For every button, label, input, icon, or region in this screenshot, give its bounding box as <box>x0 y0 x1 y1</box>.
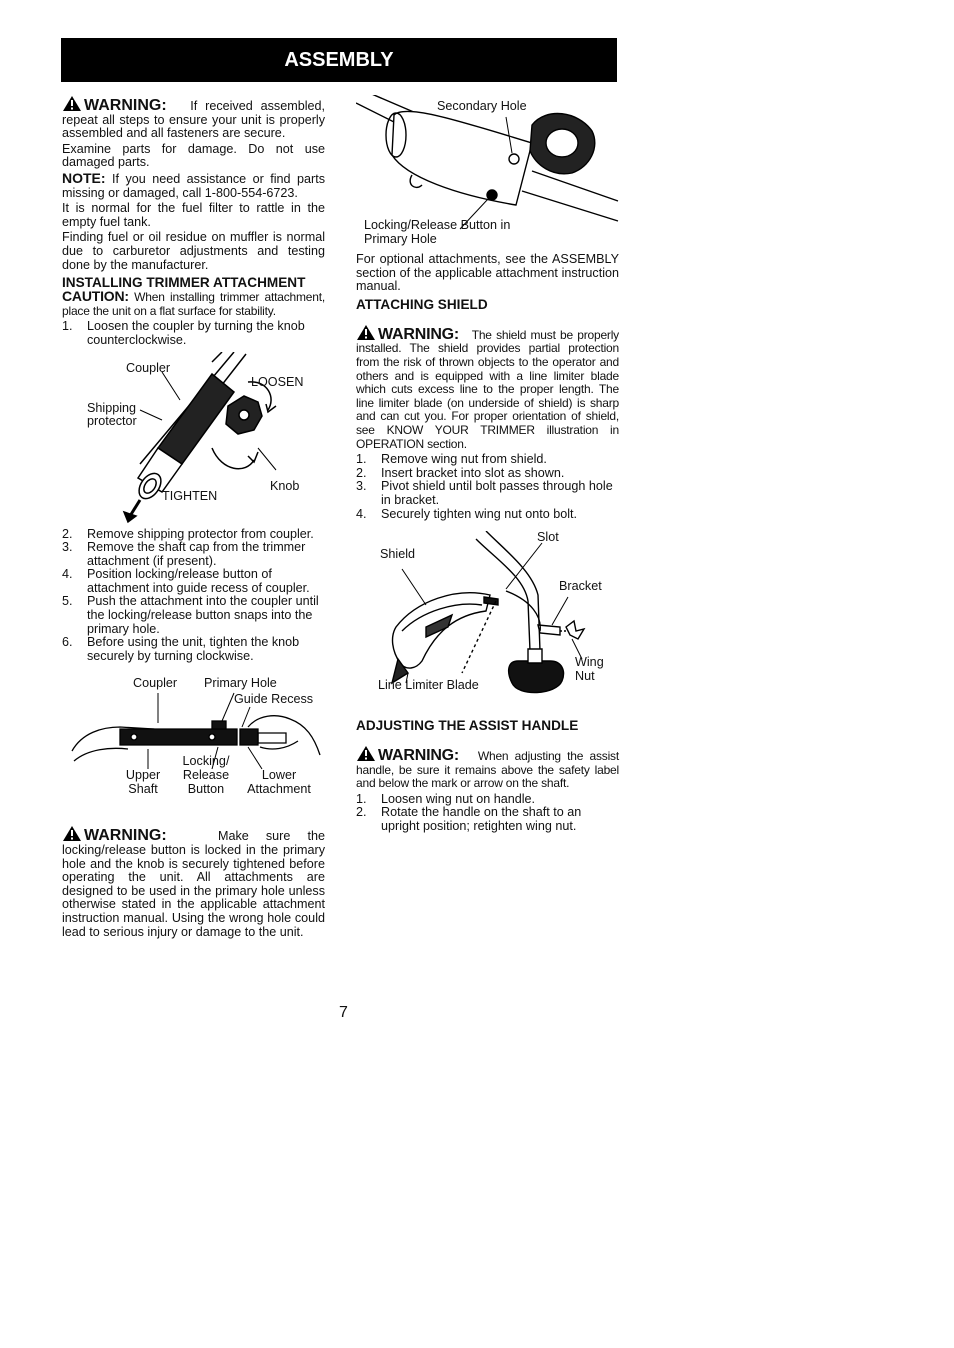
list-item <box>62 636 325 663</box>
warning-assist-handle <box>356 745 619 791</box>
step-number: 3. <box>356 479 367 494</box>
list-item <box>62 568 325 595</box>
label-coupler: Coupler <box>126 360 171 375</box>
step-number: 4. <box>356 506 367 521</box>
step-text: Rotate the handle on the shaft to an upright position; retighten wing nut. <box>381 805 582 834</box>
list-item <box>62 320 325 347</box>
list-item <box>356 480 619 507</box>
step-number: 1. <box>356 452 367 467</box>
label-wing-nut: Wing Nut <box>575 655 604 683</box>
label-loosen: LOOSEN <box>251 374 304 389</box>
step-text: Remove wing nut from shield. <box>381 452 547 467</box>
list-item <box>62 528 325 542</box>
caution-paragraph <box>62 290 325 318</box>
step-number: 1. <box>356 791 367 806</box>
step-text: Push the attachment into the coupler until the locking/release button snaps into the primary hole. <box>87 594 319 636</box>
figure-shield-assembly <box>356 531 619 711</box>
step-number: 5. <box>62 594 73 609</box>
step-number: 4. <box>62 567 73 582</box>
step-text: Before using the unit, tighten the knob securely by turning clockwise. <box>87 635 300 663</box>
warning-locking-button <box>62 825 325 939</box>
warning-text: If received assembled, repeat all steps to ensure your unit is properly assembled and all fasteners are secure. <box>62 99 326 141</box>
optional-attachments-paragraph: For optional attachments, see the ASSEMBLY section of the applicable attachment instruction manual. <box>356 252 619 294</box>
fuel-filter-paragraph: It is normal for the fuel filter to rattle in the empty fuel tank. <box>62 201 325 229</box>
heading-adjusting-assist-handle: ADJUSTING THE ASSIST HANDLE <box>356 718 579 734</box>
left-column <box>62 95 325 941</box>
label-tighten: TIGHTEN <box>162 488 218 503</box>
heading-installing-trimmer: INSTALLING TRIMMER ATTACHMENT <box>62 275 306 291</box>
steps-list-shield <box>356 453 619 521</box>
note-text: If you need assistance or find parts missing or damaged, call 1-800-554-6723. <box>62 171 325 200</box>
label-lower-attachment: Lower Attachment <box>247 768 311 797</box>
warning-label: WARNING: <box>378 325 460 343</box>
warning-text: Make sure the locking/release button is locked in the primary hole and the knob is securely tightened before operating the unit. All attachments are designed to be used in the primary hole unless otherwise stated in the applicable attachment instruction manual. Using the wrong hole could lead to serious injury or damage to the unit. <box>62 829 325 939</box>
right-column <box>356 95 619 834</box>
step-text: Pivot shield until bolt passes through hole in bracket. <box>381 479 613 507</box>
warning-shield <box>356 324 619 451</box>
label-knob: Knob <box>270 478 300 493</box>
label-secondary-hole: Secondary Hole <box>437 99 527 113</box>
label-locking-release-button: Locking/ Release Button <box>182 754 230 796</box>
label-bracket: Bracket <box>559 579 602 594</box>
label-line-limiter-blade: Line Limiter Blade <box>378 678 479 693</box>
step-number: 3. <box>62 540 73 555</box>
list-item <box>356 508 619 522</box>
step-number: 2. <box>356 465 367 480</box>
step-text: Loosen the coupler by turning the knob counterclockwise. <box>87 319 305 347</box>
label-upper-shaft: Upper Shaft <box>125 768 161 797</box>
step-text: Position locking/release button of attachment into guide recess of coupler. <box>87 567 310 595</box>
steps-list-b <box>62 528 325 664</box>
figure-coupler-knob <box>62 352 325 528</box>
steps-list-a <box>62 320 325 347</box>
label-locking-release-primary: Locking/Release Button in Primary Hole <box>364 218 511 246</box>
warning-label: WARNING: <box>84 827 167 845</box>
list-item <box>356 806 619 833</box>
label-shield: Shield <box>380 547 416 562</box>
warning-label: WARNING: <box>378 747 460 765</box>
residue-paragraph: Finding fuel or oil residue on muffler is normal due to carburetor adjustments and testing done by the manufacturer. <box>62 230 325 272</box>
step-number: 2. <box>356 805 367 820</box>
step-number: 6. <box>62 635 73 650</box>
list-item <box>62 595 325 636</box>
warning-triangle-icon <box>62 825 82 842</box>
label-shipping-protector: Shipping protector <box>87 400 137 429</box>
caution-label: CAUTION: <box>62 288 129 305</box>
label-coupler: Coupler <box>133 676 178 691</box>
caution-text: When installing trimmer attachment, place the unit on a flat surface for stability. <box>62 290 326 318</box>
step-number: 2. <box>62 526 73 541</box>
warning-text: The shield must be properly installed. The shield provides partial protection from the risk of thrown objects to the operator and others and is equipped with a line limiter blade which cuts excess line to the proper length. The line limiter blade (on underside of shield) is sharp and can cut you. For proper orientation of shield, see KNOW YOUR TRIMMER illustration in OPERATION section. <box>356 327 619 451</box>
list-item <box>62 541 325 568</box>
warning-text: When adjusting the assist handle, be sure it remains above the safety label and below the mark or arrow on the shaft. <box>356 749 619 791</box>
warning-label: WARNING: <box>84 97 167 114</box>
note-paragraph <box>62 169 325 200</box>
note-label: NOTE: <box>62 169 106 186</box>
step-number: 1. <box>62 319 73 334</box>
examine-paragraph: Examine parts for damage. Do not use damaged parts. <box>62 141 325 170</box>
steps-list-assist <box>356 793 619 834</box>
list-item <box>356 793 619 807</box>
warning-triangle-icon <box>356 324 376 341</box>
step-text: Insert bracket into slot as shown. <box>381 465 565 480</box>
warning-triangle-icon <box>356 745 376 762</box>
label-slot: Slot <box>537 530 559 545</box>
step-text: Securely tighten wing nut onto bolt. <box>381 506 578 521</box>
list-item <box>356 453 619 467</box>
step-text: Remove the shaft cap from the trimmer attachment (if present). <box>87 540 306 568</box>
warning-received-assembled <box>62 95 325 141</box>
step-text: Remove shipping protector from coupler. <box>87 526 314 541</box>
warning-triangle-icon <box>62 95 82 112</box>
step-text: Loosen wing nut on handle. <box>381 791 536 806</box>
figure-coupler-holes <box>356 95 619 253</box>
list-item <box>356 467 619 481</box>
page-number: 7 <box>339 1004 348 1021</box>
label-primary-hole: Primary Hole <box>204 676 277 691</box>
heading-attaching-shield: ATTACHING SHIELD <box>356 296 488 312</box>
section-banner: ASSEMBLY <box>61 38 617 82</box>
label-guide-recess: Guide Recess <box>234 692 314 707</box>
figure-attachment-coupling <box>62 677 325 817</box>
